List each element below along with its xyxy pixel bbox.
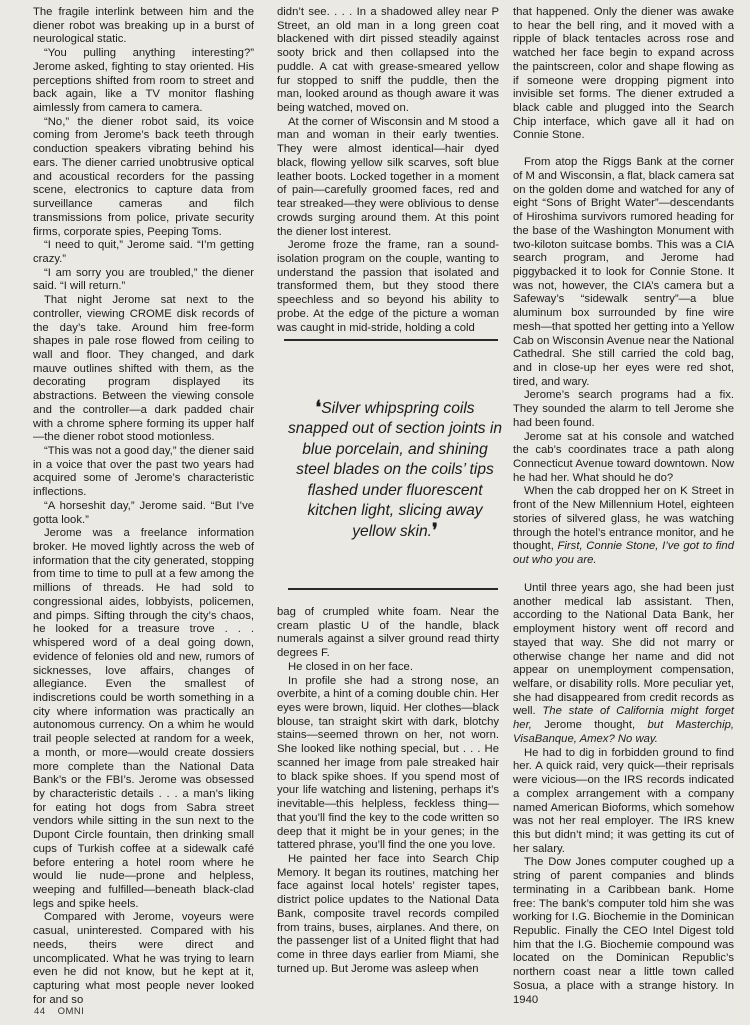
column-3-top: [513, 6, 734, 568]
quote-open-mark: ❛: [315, 397, 322, 418]
page-number: 44: [34, 1006, 46, 1017]
column-3-bottom: [513, 582, 734, 1007]
paragraph: The fragile interlink between him and the diener robot was breaking up in a burst of neurological static.: [33, 6, 254, 46]
paragraph: The Dow Jones computer coughed up a string of parent companies and blinds terminating in a Caribbean bank. Home free: The bank’s computer told him she was working for I.G. Biochemie in the Dominican Republic. Finally the CEO Intel Digest told him that the I.G. Biochemie compound was located on the Dominican Republic’s northern coast near a little town called Sosua, a place with a strange history. In 1940: [513, 856, 734, 1006]
paragraph: bag of crumpled white foam. Near the cream plastic U of the handle, black numerals against a silver ground read thirty degrees F.: [277, 606, 499, 660]
paragraph: Jerome sat at his console and watched the cab’s coordinates trace a path along Connecticut Avenue toward downtown. Now he had her. What should he do?: [513, 430, 734, 484]
pullquote-rule-bottom: [288, 588, 498, 590]
paragraph: At the corner of Wisconsin and M stood a man and woman in their early twenties. They were almost identical—hair dyed black, flowing yellow silk scarves, soft blue leather boots. Locked together in a moment of pain—carefully groomed faces, red and tear streaked—they were oblivious to dense crowds surging around them. At this point the diener lost interest.: [277, 115, 499, 238]
text-run: Jerome thought,: [531, 719, 648, 732]
paragraph: Jerome was a freelance information broker. He moved lightly across the web of information that the city generated, stopping from time to time to pull at a few among the millions of threads. He had sold to congressional aides, lobbyists, policemen, and pimps. Sifting through the city’s chaos, he looked for a treasure trove . . . whispered word of a deal going down, evidence of felonies old and new, rumors of sicknesses, love affairs, changes of allegiance. Even the smallest of indiscretions could be worth something in a city where information was practically an autonomous currency. On a whim he would trail people selected at random for a week, a month, or more—would create dossiers more complete than the National Data Bank’s or the FBI’s. Jerome was obsessed by characteristic details . . . a man’s liking for eating hot dogs from Sabra street vendors while sitting in the sun next to the Dupont Circle fountain, then drinking small cups of Turkish coffee at a sidewalk café before entering a hotel room where he would lie nude—prone and helpless, weeping and fulfilled—beneath black-clad legs and spike heels.: [33, 527, 254, 910]
text-run: When the cab dropped her on K Street in front of the New Millennium Hotel, eighteen stories of silvered glass, he was watching through the hotel’s entrance monitor, and he thought,: [513, 485, 734, 553]
paragraph: That night Jerome sat next to the controller, viewing CROME disk records of the day’s take. Around him free-form shapes in pale rose flowed from ceiling to wall and floor. They changed, and dark mauve outlines shifted with them, as the decorating program displayed its abstractions. Between the viewing console and the controller—a dark padded chair with a chrome sphere forming its upper half—the diener robot stood motionless.: [33, 294, 254, 444]
paragraph: Compared with Jerome, voyeurs were casual, uninterested. Compared with his needs, theirs were direct and uncomplicated. What he was trying to learn even he did not know, but he kept at it, capturing what most people never looked for and so: [33, 911, 254, 1006]
paragraph: “A horseshit day,” Jerome said. “But I’ve gotta look.”: [33, 499, 254, 526]
magazine-name: OMNI: [57, 1006, 85, 1017]
column-2-top: [277, 6, 499, 335]
paragraph: [513, 582, 734, 747]
column-1: [33, 6, 254, 1007]
pull-quote: [284, 398, 506, 543]
italic-thought: The state of California might forget her,: [513, 705, 734, 732]
quote-close-mark: ❜: [431, 520, 438, 542]
paragraph: He had to dig in forbidden ground to find her. A quick raid, very quick—their reprisals were vicious—on the IRS records indicated a complex arrangement with a company named American Bioforms, which somehow was not her real employer. The IRS knew this but didn’t mind; it was getting its cut of her salary.: [513, 746, 734, 855]
paragraph: [513, 485, 734, 567]
paragraph: From atop the Riggs Bank at the corner of M and Wisconsin, a flat, black camera sat on the golden dome and watched for any of eight “Sons of Bright Water”—descendants of Hiroshima survivors rumored heading for the base of the Washington Monument with two-kiloton suitcase bombs. This was a CIA search program, and Jerome had piggybacked it to look for Connie Stone. It was not, however, the CIA’s camera but a Safeway’s “sidewalk sentry”—a blue aluminum box surrounded by fine wire mesh—that spotted her getting into a Yellow Cab on Wisconsin Avenue near the National Cathedral. She still carried the cold bag, and in close-up her eyes were red shot, tired, and wary.: [513, 156, 735, 388]
paragraph: “This was not a good day,” the diener said in a voice that over the past two years had acquired some of Jerome’s characteristic inflections.: [33, 445, 254, 499]
paragraph: “I need to quit,” Jerome said. “I’m getting crazy.”: [33, 239, 254, 265]
paragraph: He painted her face into Search Chip Memory. It began its routines, matching her face against local hotels’ register tapes, district police updates to the National Data Bank, composite travel records compiled from trains, buses, airplanes. And there, on the passenger list of a United flight that had come in three days earlier from Miami, she turned up. But Jerome was asleep when: [277, 852, 499, 975]
paragraph: didn’t see. . . . In a shadowed alley near P Street, an old man in a long green coat blackened with dirt pissed steadily against sooty brick and then collapsed into the puddle. A cat with grease-smeared yellow fur stopped to sniff the puddle, then the man, looked around as though aware it was being watched, moved on.: [277, 6, 499, 115]
pullquote-rule-top: [284, 339, 498, 341]
text-run: Until three years ago, she had been just another medical lab assistant. Then, according to the National Data Bank, her employment history went off record and stayed that way. She did not marry or otherwise change her name and did not appear on unemployment compensation, welfare, or disability rolls. More peculiar yet, she had disappeared from credit records as well.: [513, 582, 734, 718]
paragraph: “You pulling anything interesting?” Jerome asked, fighting to stay oriented. His perceptions shifted from room to street and back again, like a TV monitor flashing aimlessly from camera to camera.: [33, 47, 254, 115]
paragraph: “No,” the diener robot said, its voice coming from Jerome’s back teeth through conduction speakers vibrating behind his ears. The diener carried unobtrusive optical and acoustical recorders for the passing scene, electronics to capture data from surveillance cameras and filch transmissions from police, private security firms, corporate spies, Peeping Toms.: [33, 115, 254, 238]
paragraph: Jerome froze the frame, ran a sound-isolation program on the couple, wanting to understand the passion that isolated and transformed them, but they stood there speechless and so beyond his ability to probe. At the edge of the picture a woman was caught in mid-stride, holding a cold: [277, 239, 499, 334]
paragraph: “I am sorry you are troubled,” the diener said. “I will return.”: [33, 266, 254, 293]
italic-thought: but Masterchip, VisaBanque, Amex? No way.: [513, 719, 734, 745]
column-2-bottom: [277, 606, 499, 976]
pull-quote-text: Silver whipspring coils snapped out of section joints in blue porcelain, and shining steel blades on the coils’ tips flashed under fluorescent kitchen light, slicing away yellow skin.: [287, 400, 503, 541]
paragraph: Jerome’s search programs had a fix. They sounded the alarm to tell Jerome she had been found.: [513, 389, 734, 429]
paragraph: that happened. Only the diener was awake to hear the bell ring, and it moved with a ripple of black tentacles across rose and watched her face begin to expand across the paintscreen, color and shape flowing as if someone were dropping pigment into invisible set forms. The diener extruded a black cable and plugged into the Search Chip interface, which gave all it had on Connie Stone.: [513, 6, 734, 142]
italic-thought: First, Connie Stone, I’ve got to find out who you are.: [513, 540, 734, 567]
page-folio: [34, 1006, 96, 1017]
paragraph: He closed in on her face.: [288, 660, 413, 673]
paragraph: In profile she had a strong nose, an overbite, a hint of a coming double chin. Her eyes were brown, liquid. Her clothes—black blouse, tan straight skirt with dark, blotchy stains—seemed thrown on her, not worn. She looked like nothing special, but . . . He scanned her image from pale streaked hair to black spike shoes. If you spend most of your life watching and listening, perhaps it’s inevitable—this helpless, feckless thing—that you’ll find the key to the code written so deep that it might be in your genes; in the tattered phrase, you’ll find the one you love.: [277, 674, 499, 852]
